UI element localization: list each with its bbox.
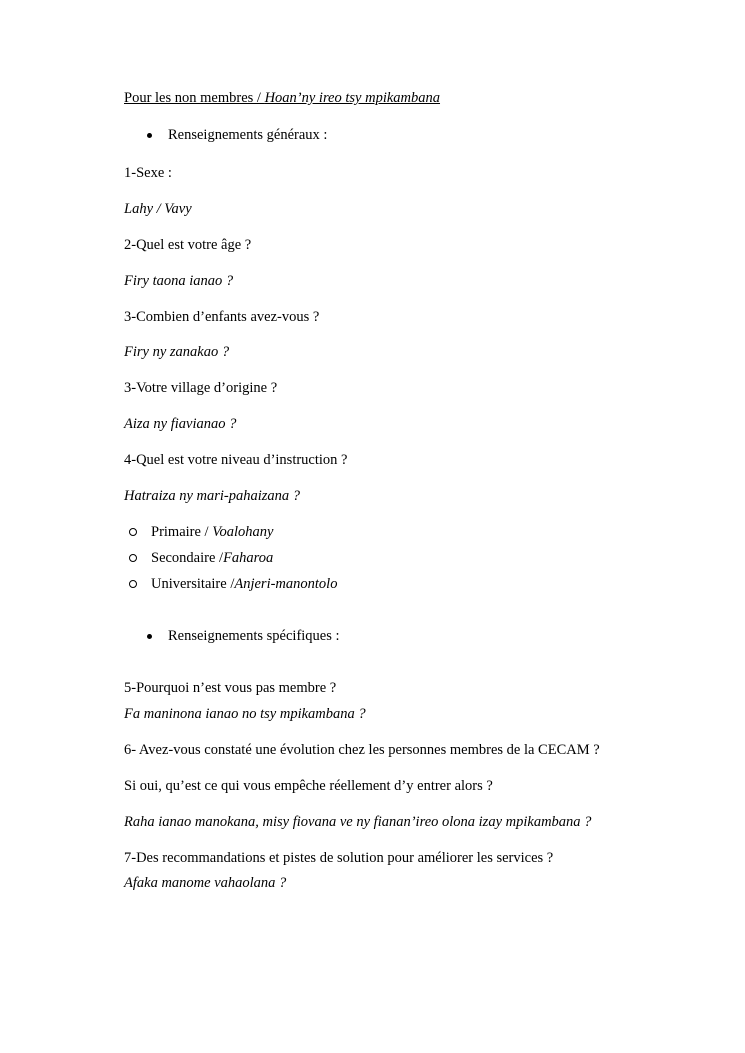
question-3b-malagasy: Aiza ny fiavianao ? [124, 416, 237, 432]
question-4-malagasy: Hatraiza ny mari-pahaizana ? [124, 488, 301, 504]
question-6-malagasy: Raha ianao manokana, misy fiovana ve ny fianan’ireo olona izay mpikambana ? [124, 814, 592, 830]
question-5-malagasy: Fa maninona ianao no tsy mpikambana ? [124, 706, 366, 722]
option-circle-icon [129, 554, 137, 562]
question-7-malagasy: Afaka manome vahaolana ? [124, 875, 287, 891]
question-3a-malagasy: Firy ny zanakao ? [124, 344, 230, 360]
option-circle-icon [129, 528, 137, 536]
question-1-malagasy: Lahy / Vavy [124, 201, 192, 217]
question-5-french: 5-Pourquoi n’est vous pas membre ? [124, 680, 337, 696]
question-7-french: 7-Des recommandations et pistes de solution pour améliorer les services ? [124, 850, 554, 866]
question-2-malagasy: Firy taona ianao ? [124, 273, 234, 289]
question-3a-french: 3-Combien d’enfants avez-vous ? [124, 309, 320, 325]
question-4-french: 4-Quel est votre niveau d’instruction ? [124, 452, 348, 468]
bullet-icon [147, 133, 152, 138]
page-title [124, 90, 440, 107]
title-french: Pour les non membres / [124, 90, 265, 106]
question-6-followup: Si oui, qu’est ce qui vous empêche réellement d’y entrer alors ? [124, 778, 493, 794]
question-3b-french: 3-Votre village d’origine ? [124, 380, 278, 396]
option-circle-icon [129, 580, 137, 588]
section-heading-general: Renseignements généraux : [168, 127, 328, 143]
question-6-french: 6- Avez-vous constaté une évolution chez les personnes membres de la CECAM ? [124, 742, 600, 758]
option-universitaire: Universitaire /Anjeri-manontolo [151, 576, 338, 592]
section-heading-specific: Renseignements spécifiques : [168, 628, 340, 644]
bullet-icon [147, 634, 152, 639]
option-secondaire: Secondaire /Faharoa [151, 550, 274, 566]
question-1-french: 1-Sexe : [124, 165, 172, 181]
option-primaire: Primaire / Voalohany [151, 524, 274, 540]
title-malagasy: Hoan’ny ireo tsy mpikambana [264, 90, 441, 106]
question-2-french: 2-Quel est votre âge ? [124, 237, 252, 253]
